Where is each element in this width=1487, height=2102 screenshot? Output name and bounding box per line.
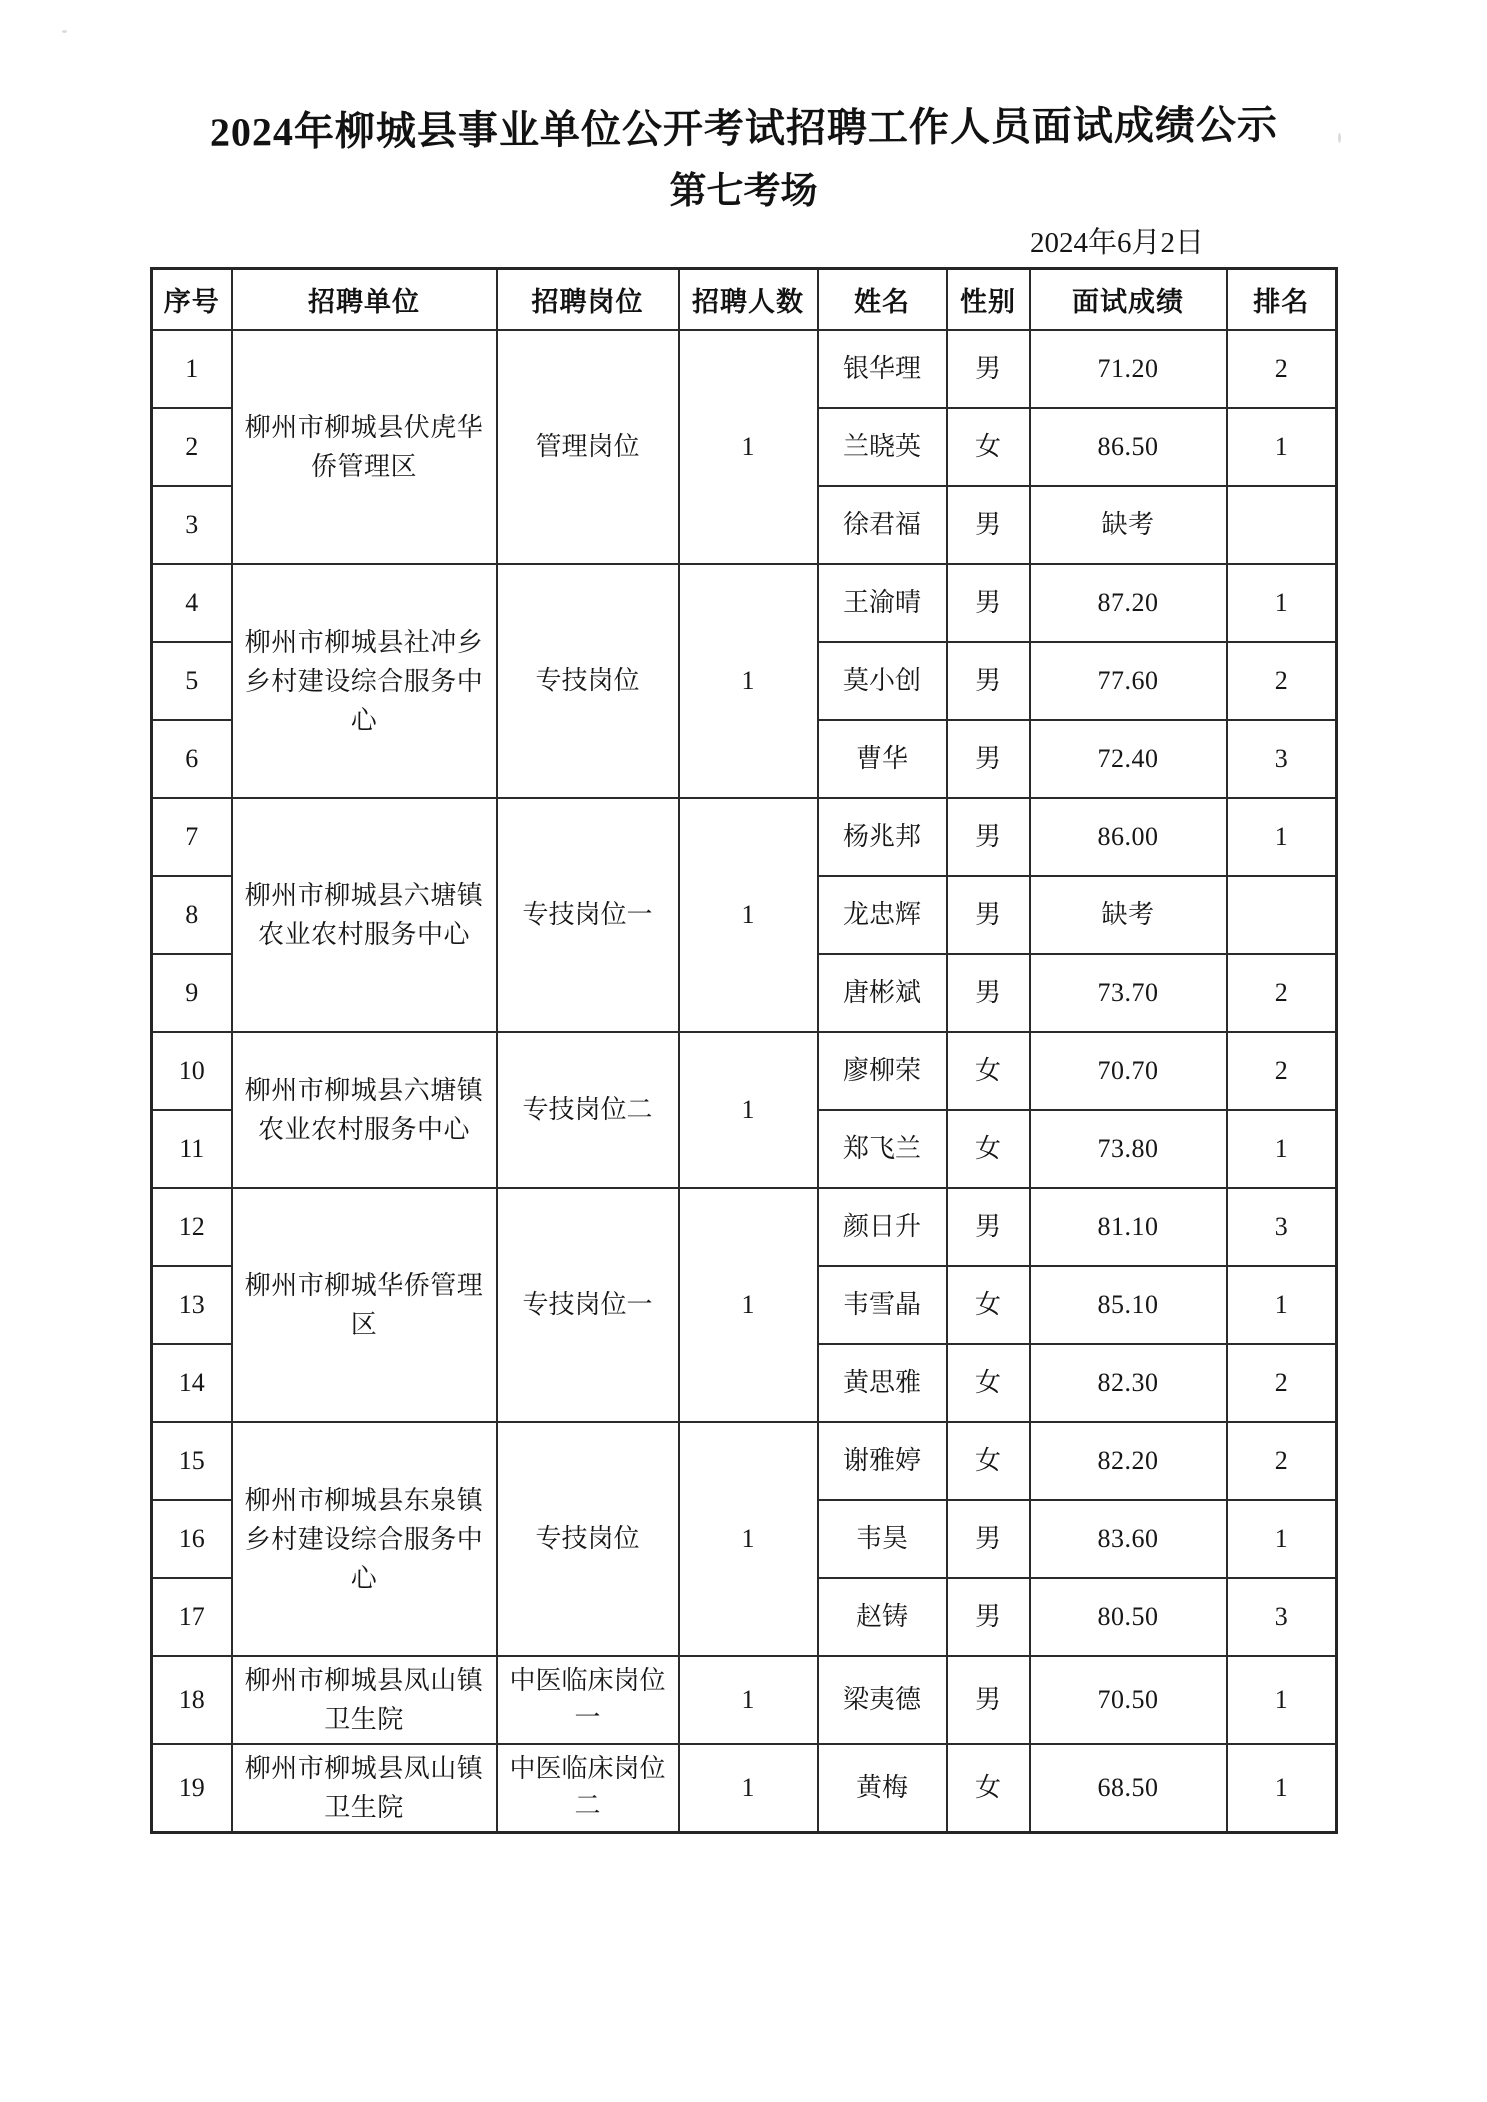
rank-cell [1227,486,1337,564]
candidate-name-cell: 梁夷德 [818,1656,947,1744]
gender-cell: 男 [947,720,1030,798]
recruiting-unit-cell: 柳州市柳城县凤山镇卫生院 [232,1744,497,1833]
openings-cell: 1 [679,798,818,1032]
rank-cell: 3 [1227,1578,1337,1656]
rank-cell: 1 [1227,564,1337,642]
position-cell: 管理岗位 [497,330,679,564]
row-number-cell: 10 [152,1032,232,1110]
rank-cell: 1 [1227,798,1337,876]
position-cell: 专技岗位二 [497,1032,679,1188]
interview-score-cell: 85.10 [1030,1266,1227,1344]
row-number-cell: 18 [152,1656,232,1744]
openings-cell: 1 [679,1422,818,1656]
row-number-cell: 11 [152,1110,232,1188]
row-number-cell: 7 [152,798,232,876]
gender-cell: 男 [947,486,1030,564]
row-number-cell: 5 [152,642,232,720]
recruiting-unit-cell: 柳州市柳城华侨管理区 [232,1188,497,1422]
table-row [152,1422,1337,1500]
row-number-cell: 8 [152,876,232,954]
recruiting-unit-cell: 柳州市柳城县六塘镇农业农村服务中心 [232,1032,497,1188]
row-number-cell: 16 [152,1500,232,1578]
table-header-row [152,268,1337,330]
interview-score-table [150,267,1338,1835]
page-title: 2024年柳城县事业单位公开考试招聘工作人员面试成绩公示 [209,102,1279,155]
openings-cell: 1 [679,1032,818,1188]
table-row [152,1032,1337,1110]
gender-cell: 女 [947,1110,1030,1188]
interview-score-cell: 缺考 [1030,486,1227,564]
candidate-name-cell: 王渝晴 [818,564,947,642]
rank-cell: 1 [1227,1266,1337,1344]
recruiting-unit-cell: 柳州市柳城县伏虎华侨管理区 [232,330,497,564]
table-row [152,1656,1337,1744]
position-cell: 专技岗位一 [497,798,679,1032]
position-cell: 中医临床岗位二 [497,1744,679,1833]
candidate-name-cell: 黄梅 [818,1744,947,1833]
interview-score-cell: 80.50 [1030,1578,1227,1656]
candidate-name-cell: 龙忠辉 [818,876,947,954]
rank-cell: 3 [1227,720,1337,798]
interview-score-cell: 81.10 [1030,1188,1227,1266]
header-cell: 招聘单位 [232,268,497,330]
scan-artifact [1338,133,1341,143]
gender-cell: 女 [947,1744,1030,1833]
candidate-name-cell: 谢雅婷 [818,1422,947,1500]
openings-cell: 1 [679,1188,818,1422]
recruiting-unit-cell: 柳州市柳城县社冲乡乡村建设综合服务中心 [232,564,497,798]
interview-score-cell: 70.70 [1030,1032,1227,1110]
candidate-name-cell: 莫小创 [818,642,947,720]
rank-cell: 1 [1227,1500,1337,1578]
recruiting-unit-cell: 柳州市柳城县东泉镇乡村建设综合服务中心 [232,1422,497,1656]
position-cell: 专技岗位 [497,564,679,798]
rank-cell: 2 [1227,1344,1337,1422]
rank-cell: 2 [1227,642,1337,720]
header-cell: 招聘岗位 [497,268,679,330]
interview-score-cell: 87.20 [1030,564,1227,642]
table-row [152,1188,1337,1266]
gender-cell: 男 [947,1188,1030,1266]
interview-score-cell: 73.80 [1030,1110,1227,1188]
header-cell: 姓名 [818,268,947,330]
interview-score-cell: 缺考 [1030,876,1227,954]
row-number-cell: 15 [152,1422,232,1500]
candidate-name-cell: 徐君福 [818,486,947,564]
interview-score-cell: 86.50 [1030,408,1227,486]
candidate-name-cell: 郑飞兰 [818,1110,947,1188]
gender-cell: 男 [947,1656,1030,1744]
interview-score-cell: 83.60 [1030,1500,1227,1578]
interview-score-cell: 70.50 [1030,1656,1227,1744]
table-row [152,798,1337,876]
row-number-cell: 2 [152,408,232,486]
row-number-cell: 6 [152,720,232,798]
gender-cell: 男 [947,1578,1030,1656]
rank-cell: 2 [1227,330,1337,408]
row-number-cell: 19 [152,1744,232,1833]
candidate-name-cell: 唐彬斌 [818,954,947,1032]
rank-cell [1227,876,1337,954]
header-cell: 排名 [1227,268,1337,330]
row-number-cell: 3 [152,486,232,564]
interview-score-cell: 82.20 [1030,1422,1227,1500]
candidate-name-cell: 赵铸 [818,1578,947,1656]
candidate-name-cell: 黄思雅 [818,1344,947,1422]
row-number-cell: 1 [152,330,232,408]
candidate-name-cell: 韦雪晶 [818,1266,947,1344]
row-number-cell: 12 [152,1188,232,1266]
row-number-cell: 17 [152,1578,232,1656]
candidate-name-cell: 韦昊 [818,1500,947,1578]
rank-cell: 3 [1227,1188,1337,1266]
gender-cell: 女 [947,1422,1030,1500]
openings-cell: 1 [679,564,818,798]
gender-cell: 男 [947,564,1030,642]
date-label: 2024年6月2日 [1030,227,1205,260]
candidate-name-cell: 颜日升 [818,1188,947,1266]
openings-cell: 1 [679,1744,818,1833]
row-number-cell: 13 [152,1266,232,1344]
candidate-name-cell: 曹华 [818,720,947,798]
rank-cell: 2 [1227,1032,1337,1110]
interview-score-cell: 86.00 [1030,798,1227,876]
interview-score-cell: 68.50 [1030,1744,1227,1833]
interview-score-cell: 73.70 [1030,954,1227,1032]
position-cell: 中医临床岗位一 [497,1656,679,1744]
gender-cell: 男 [947,1500,1030,1578]
rank-cell: 1 [1227,1656,1337,1744]
interview-score-cell: 77.60 [1030,642,1227,720]
rank-cell: 2 [1227,1422,1337,1500]
interview-score-cell: 72.40 [1030,720,1227,798]
interview-score-cell: 82.30 [1030,1344,1227,1422]
rank-cell: 2 [1227,954,1337,1032]
openings-cell: 1 [679,1656,818,1744]
gender-cell: 女 [947,1032,1030,1110]
interview-score-cell: 71.20 [1030,330,1227,408]
candidate-name-cell: 杨兆邦 [818,798,947,876]
rank-cell: 1 [1227,408,1337,486]
table-row [152,330,1337,408]
gender-cell: 女 [947,1266,1030,1344]
recruiting-unit-cell: 柳州市柳城县凤山镇卫生院 [232,1656,497,1744]
candidate-name-cell: 廖柳荣 [818,1032,947,1110]
page-subtitle: 第七考场 [669,171,818,212]
header-cell: 序号 [152,268,232,330]
scan-artifact [62,30,67,33]
recruiting-unit-cell: 柳州市柳城县六塘镇农业农村服务中心 [232,798,497,1032]
gender-cell: 男 [947,798,1030,876]
rank-cell: 1 [1227,1744,1337,1833]
row-number-cell: 9 [152,954,232,1032]
gender-cell: 男 [947,876,1030,954]
gender-cell: 女 [947,1344,1030,1422]
candidate-name-cell: 银华理 [818,330,947,408]
rank-cell: 1 [1227,1110,1337,1188]
header-cell: 性别 [947,268,1030,330]
gender-cell: 女 [947,408,1030,486]
position-cell: 专技岗位 [497,1422,679,1656]
header-cell: 面试成绩 [1030,268,1227,330]
table-row [152,564,1337,642]
table-row [152,1744,1337,1833]
gender-cell: 男 [947,954,1030,1032]
gender-cell: 男 [947,330,1030,408]
row-number-cell: 4 [152,564,232,642]
openings-cell: 1 [679,330,818,564]
gender-cell: 男 [947,642,1030,720]
position-cell: 专技岗位一 [497,1188,679,1422]
header-cell: 招聘人数 [679,268,818,330]
row-number-cell: 14 [152,1344,232,1422]
candidate-name-cell: 兰晓英 [818,408,947,486]
